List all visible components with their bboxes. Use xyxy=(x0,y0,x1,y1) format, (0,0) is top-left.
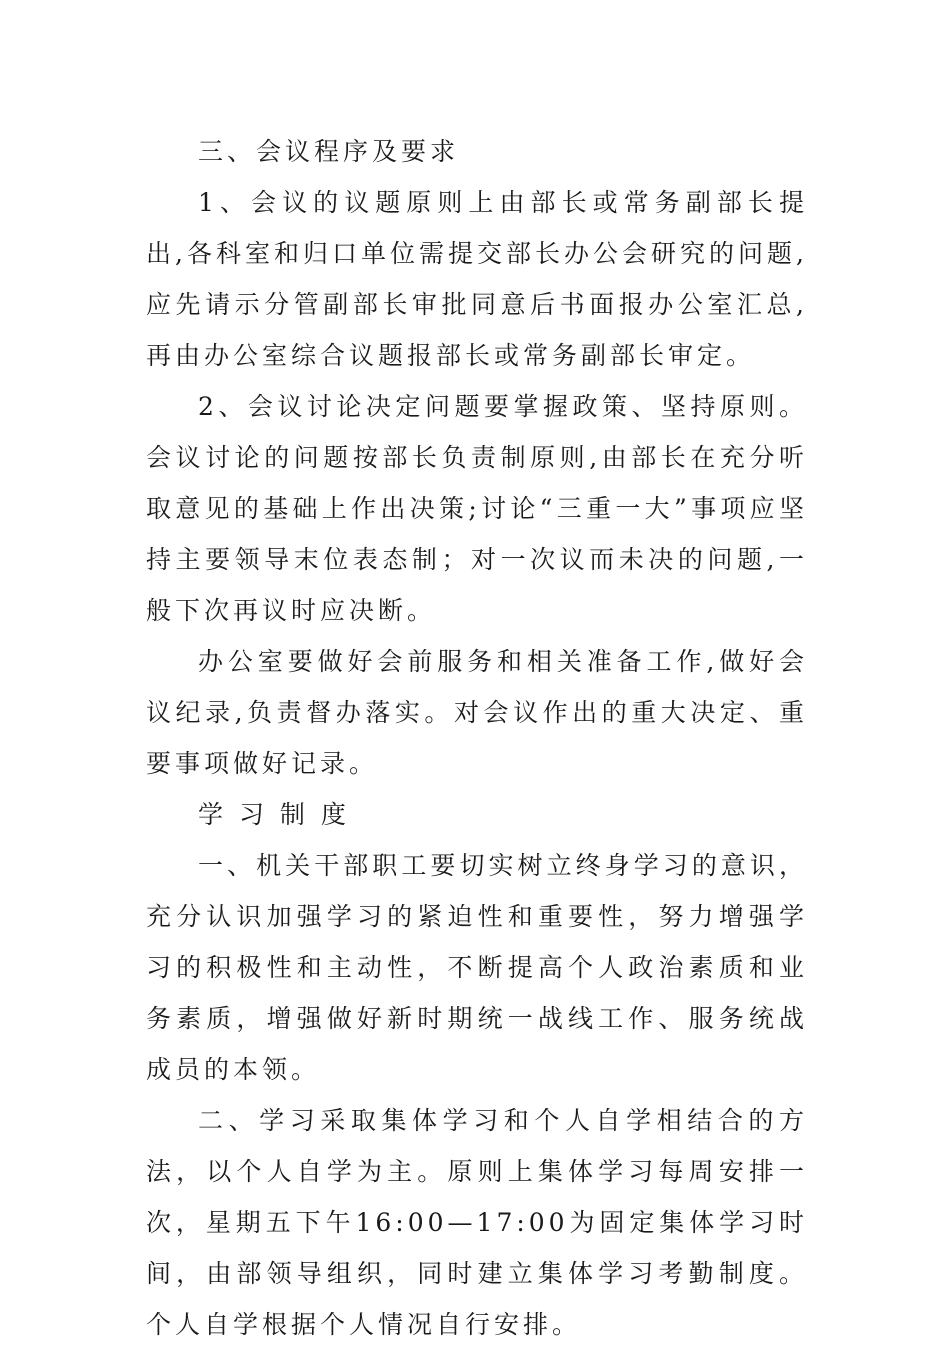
section-heading-meeting-procedure: 三、会议程序及要求 xyxy=(198,137,460,166)
section-heading-study-system: 学 习 制 度 xyxy=(198,800,350,829)
paragraph-meeting-decisions: 2、会议讨论决定问题要掌握政策、坚持原则。会议讨论的问题按部长负责制原则,由部长在充分听取意见的基础上作出决策;讨论“三重一大”事项应坚持主要领导末位表态制；对一次议而未决的问题,一般下次再议时应决断。 xyxy=(146,392,808,625)
document-body xyxy=(146,126,808,1350)
paragraph-agenda-proposal: 1、会议的议题原则上由部长或常务副部长提出,各科室和归口单位需提交部长办公会研究的问题,应先请示分管副部长审批同意后书面报办公室汇总,再由办公室综合议题报部长或常务副部长审定。 xyxy=(146,188,808,370)
paragraph-office-duties: 办公室要做好会前服务和相关准备工作,做好会议纪录,负责督办落实。对会议作出的重大决定、重要事项做好记录。 xyxy=(146,647,808,778)
paragraph-lifelong-learning: 一、机关干部职工要切实树立终身学习的意识，充分认识加强学习的紧迫性和重要性，努力增强学习的积极性和主动性，不断提高个人政治素质和业务素质，增强做好新时期统一战线工作、服务统战成员的本领。 xyxy=(146,851,808,1084)
paragraph-study-method: 二、学习采取集体学习和个人自学相结合的方法，以个人自学为主。原则上集体学习每周安排一次，星期五下午16:00—17:00为固定集体学习时间，由部领导组织，同时建立集体学习考勤制度。个人自学根据个人情况自行安排。 xyxy=(146,1106,808,1339)
